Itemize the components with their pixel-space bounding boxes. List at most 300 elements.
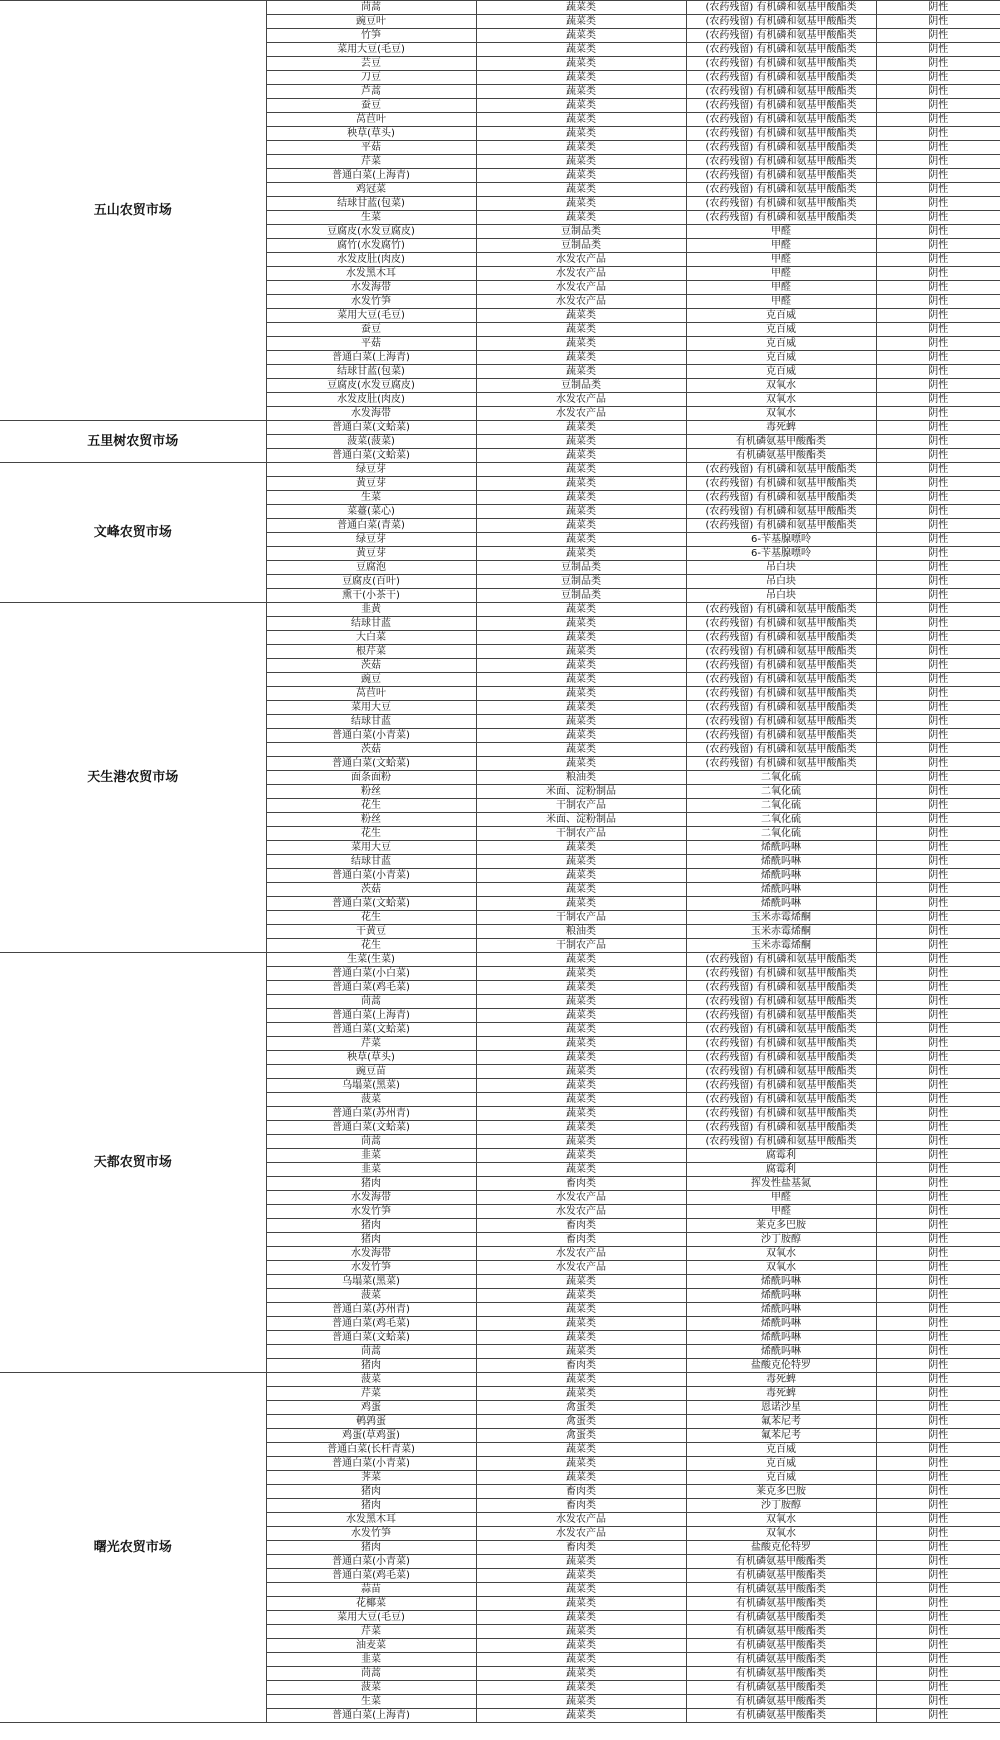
- product-name-cell: 莴苣叶: [266, 687, 476, 701]
- product-name-cell: 鹌鹑蛋: [266, 1415, 476, 1429]
- result-cell: 阴性: [876, 393, 1000, 407]
- result-cell: 阴性: [876, 743, 1000, 757]
- category-cell: 水发农产品: [476, 267, 686, 281]
- category-cell: 蔬菜类: [476, 1107, 686, 1121]
- test-item-cell: (农药残留) 有机磷和氨基甲酸酯类: [686, 1051, 876, 1065]
- product-name-cell: 蚕豆: [266, 99, 476, 113]
- result-cell: 阴性: [876, 1555, 1000, 1569]
- category-cell: 畜肉类: [476, 1485, 686, 1499]
- product-name-cell: 乌塌菜(黑菜): [266, 1079, 476, 1093]
- product-name-cell: 普通白菜(文蛤菜): [266, 421, 476, 435]
- product-name-cell: 花生: [266, 911, 476, 925]
- result-cell: 阴性: [876, 799, 1000, 813]
- category-cell: 豆制品类: [476, 561, 686, 575]
- category-cell: 蔬菜类: [476, 883, 686, 897]
- result-cell: 阴性: [876, 785, 1000, 799]
- product-name-cell: 普通白菜(上海青): [266, 1009, 476, 1023]
- test-item-cell: (农药残留) 有机磷和氨基甲酸酯类: [686, 505, 876, 519]
- test-item-cell: 烯酰吗啉: [686, 883, 876, 897]
- test-item-cell: 烯酰吗啉: [686, 855, 876, 869]
- category-cell: 蔬菜类: [476, 1681, 686, 1695]
- product-name-cell: 猪肉: [266, 1485, 476, 1499]
- category-cell: 水发农产品: [476, 1205, 686, 1219]
- test-item-cell: (农药残留) 有机磷和氨基甲酸酯类: [686, 645, 876, 659]
- product-name-cell: 水发皮肚(肉皮): [266, 253, 476, 267]
- result-cell: 阴性: [876, 673, 1000, 687]
- product-name-cell: 秧草(草头): [266, 1051, 476, 1065]
- category-cell: 水发农产品: [476, 1191, 686, 1205]
- category-cell: 蔬菜类: [476, 659, 686, 673]
- test-item-cell: (农药残留) 有机磷和氨基甲酸酯类: [686, 491, 876, 505]
- result-cell: 阴性: [876, 1625, 1000, 1639]
- result-cell: 阴性: [876, 365, 1000, 379]
- test-item-cell: 双氧水: [686, 379, 876, 393]
- product-name-cell: 乌塌菜(黑菜): [266, 1275, 476, 1289]
- result-cell: 阴性: [876, 1709, 1000, 1723]
- result-cell: 阴性: [876, 757, 1000, 771]
- test-item-cell: (农药残留) 有机磷和氨基甲酸酯类: [686, 1107, 876, 1121]
- test-item-cell: (农药残留) 有机磷和氨基甲酸酯类: [686, 113, 876, 127]
- result-cell: 阴性: [876, 1401, 1000, 1415]
- product-name-cell: 菜用大豆: [266, 841, 476, 855]
- test-item-cell: (农药残留) 有机磷和氨基甲酸酯类: [686, 631, 876, 645]
- product-name-cell: 普通白菜(上海青): [266, 169, 476, 183]
- result-cell: 阴性: [876, 1051, 1000, 1065]
- product-name-cell: 蒜苗: [266, 1583, 476, 1597]
- product-name-cell: 菠菜: [266, 1093, 476, 1107]
- test-item-cell: 有机磷氨基甲酸酯类: [686, 1639, 876, 1653]
- category-cell: 蔬菜类: [476, 1135, 686, 1149]
- product-name-cell: 菜用大豆(毛豆): [266, 309, 476, 323]
- category-cell: 蔬菜类: [476, 1653, 686, 1667]
- market-name-cell: 天都农贸市场: [0, 953, 266, 1373]
- category-cell: 蔬菜类: [476, 1569, 686, 1583]
- result-cell: 阴性: [876, 953, 1000, 967]
- test-item-cell: 烯酰吗啉: [686, 841, 876, 855]
- result-cell: 阴性: [876, 15, 1000, 29]
- result-cell: 阴性: [876, 701, 1000, 715]
- product-name-cell: 普通白菜(青菜): [266, 519, 476, 533]
- test-item-cell: 二氧化硫: [686, 771, 876, 785]
- test-item-cell: 有机磷氨基甲酸酯类: [686, 1555, 876, 1569]
- test-item-cell: (农药残留) 有机磷和氨基甲酸酯类: [686, 757, 876, 771]
- test-item-cell: 克百威: [686, 1443, 876, 1457]
- test-item-cell: 沙丁胺醇: [686, 1233, 876, 1247]
- result-cell: 阴性: [876, 1009, 1000, 1023]
- product-name-cell: 普通白菜(文蛤菜): [266, 449, 476, 463]
- result-cell: 阴性: [876, 1079, 1000, 1093]
- result-cell: 阴性: [876, 981, 1000, 995]
- result-cell: 阴性: [876, 1289, 1000, 1303]
- result-cell: 阴性: [876, 827, 1000, 841]
- result-cell: 阴性: [876, 1583, 1000, 1597]
- product-name-cell: 黄豆芽: [266, 547, 476, 561]
- product-name-cell: 水发海带: [266, 281, 476, 295]
- category-cell: 蔬菜类: [476, 1093, 686, 1107]
- test-item-cell: 烯酰吗啉: [686, 897, 876, 911]
- category-cell: 蔬菜类: [476, 197, 686, 211]
- result-cell: 阴性: [876, 309, 1000, 323]
- category-cell: 蔬菜类: [476, 1009, 686, 1023]
- product-name-cell: 平菇: [266, 337, 476, 351]
- result-cell: 阴性: [876, 1219, 1000, 1233]
- product-name-cell: 韭菜: [266, 1149, 476, 1163]
- product-name-cell: 芸豆: [266, 57, 476, 71]
- result-cell: 阴性: [876, 1373, 1000, 1387]
- test-item-cell: 甲醛: [686, 295, 876, 309]
- product-name-cell: 猪肉: [266, 1541, 476, 1555]
- test-item-cell: 沙丁胺醇: [686, 1499, 876, 1513]
- test-item-cell: 烯酰吗啉: [686, 1303, 876, 1317]
- product-name-cell: 韭黄: [266, 603, 476, 617]
- result-cell: 阴性: [876, 1513, 1000, 1527]
- category-cell: 蔬菜类: [476, 1275, 686, 1289]
- result-cell: 阴性: [876, 631, 1000, 645]
- result-cell: 阴性: [876, 1653, 1000, 1667]
- category-cell: 蔬菜类: [476, 701, 686, 715]
- category-cell: 畜肉类: [476, 1499, 686, 1513]
- category-cell: 蔬菜类: [476, 533, 686, 547]
- product-name-cell: 花生: [266, 939, 476, 953]
- result-cell: 阴性: [876, 1191, 1000, 1205]
- product-name-cell: 豆腐皮(水发豆腐皮): [266, 225, 476, 239]
- result-cell: 阴性: [876, 491, 1000, 505]
- product-name-cell: 普通白菜(苏州青): [266, 1107, 476, 1121]
- category-cell: 蔬菜类: [476, 981, 686, 995]
- result-cell: 阴性: [876, 1359, 1000, 1373]
- test-item-cell: 毒死蜱: [686, 1387, 876, 1401]
- test-item-cell: (农药残留) 有机磷和氨基甲酸酯类: [686, 127, 876, 141]
- result-cell: 阴性: [876, 1681, 1000, 1695]
- result-cell: 阴性: [876, 1247, 1000, 1261]
- product-name-cell: 普通白菜(鸡毛菜): [266, 1569, 476, 1583]
- product-name-cell: 鸡冠菜: [266, 183, 476, 197]
- result-cell: 阴性: [876, 1093, 1000, 1107]
- product-name-cell: 蚕豆: [266, 323, 476, 337]
- product-name-cell: 水发竹笋: [266, 1261, 476, 1275]
- result-cell: 阴性: [876, 1457, 1000, 1471]
- product-name-cell: 水发竹笋: [266, 1205, 476, 1219]
- product-name-cell: 芹菜: [266, 155, 476, 169]
- result-cell: 阴性: [876, 911, 1000, 925]
- category-cell: 粮油类: [476, 771, 686, 785]
- category-cell: 蔬菜类: [476, 1079, 686, 1093]
- category-cell: 畜肉类: [476, 1177, 686, 1191]
- category-cell: 蔬菜类: [476, 169, 686, 183]
- result-cell: 阴性: [876, 1667, 1000, 1681]
- table-row: [0, 1, 1000, 15]
- result-cell: 阴性: [876, 1149, 1000, 1163]
- product-name-cell: 菜用大豆: [266, 701, 476, 715]
- test-item-cell: (农药残留) 有机磷和氨基甲酸酯类: [686, 1023, 876, 1037]
- test-item-cell: 有机磷氨基甲酸酯类: [686, 1681, 876, 1695]
- result-cell: 阴性: [876, 85, 1000, 99]
- test-item-cell: 有机磷氨基甲酸酯类: [686, 1569, 876, 1583]
- test-item-cell: (农药残留) 有机磷和氨基甲酸酯类: [686, 967, 876, 981]
- product-name-cell: 平菇: [266, 141, 476, 155]
- test-item-cell: 甲醛: [686, 281, 876, 295]
- product-name-cell: 菠菜: [266, 1681, 476, 1695]
- product-name-cell: 水发竹笋: [266, 1527, 476, 1541]
- test-item-cell: (农药残留) 有机磷和氨基甲酸酯类: [686, 183, 876, 197]
- product-name-cell: 豆腐皮(水发豆腐皮): [266, 379, 476, 393]
- category-cell: 米面、淀粉制品: [476, 785, 686, 799]
- category-cell: 蔬菜类: [476, 855, 686, 869]
- test-item-cell: 6-苄基腺嘌呤: [686, 533, 876, 547]
- product-name-cell: 菠菜: [266, 1289, 476, 1303]
- product-name-cell: 茼蒿: [266, 995, 476, 1009]
- result-cell: 阴性: [876, 435, 1000, 449]
- market-name-cell: 曙光农贸市场: [0, 1373, 266, 1723]
- category-cell: 蔬菜类: [476, 211, 686, 225]
- product-name-cell: 普通白菜(上海青): [266, 351, 476, 365]
- product-name-cell: 茨菇: [266, 883, 476, 897]
- test-item-cell: (农药残留) 有机磷和氨基甲酸酯类: [686, 99, 876, 113]
- category-cell: 水发农产品: [476, 281, 686, 295]
- category-cell: 蔬菜类: [476, 729, 686, 743]
- result-cell: 阴性: [876, 589, 1000, 603]
- category-cell: 蔬菜类: [476, 57, 686, 71]
- product-name-cell: 豌豆苗: [266, 1065, 476, 1079]
- test-item-cell: 有机磷氨基甲酸酯类: [686, 1625, 876, 1639]
- product-name-cell: 水发海带: [266, 1247, 476, 1261]
- result-cell: 阴性: [876, 127, 1000, 141]
- result-cell: 阴性: [876, 855, 1000, 869]
- test-item-cell: 吊白块: [686, 561, 876, 575]
- product-name-cell: 普通白菜(文蛤菜): [266, 1023, 476, 1037]
- result-cell: 阴性: [876, 421, 1000, 435]
- result-cell: 阴性: [876, 1, 1000, 15]
- result-cell: 阴性: [876, 897, 1000, 911]
- result-cell: 阴性: [876, 869, 1000, 883]
- test-item-cell: (农药残留) 有机磷和氨基甲酸酯类: [686, 729, 876, 743]
- result-cell: 阴性: [876, 715, 1000, 729]
- result-cell: 阴性: [876, 1597, 1000, 1611]
- test-item-cell: 烯酰吗啉: [686, 1317, 876, 1331]
- result-cell: 阴性: [876, 407, 1000, 421]
- test-item-cell: (农药残留) 有机磷和氨基甲酸酯类: [686, 155, 876, 169]
- category-cell: 蔬菜类: [476, 603, 686, 617]
- category-cell: 蔬菜类: [476, 1625, 686, 1639]
- category-cell: 蔬菜类: [476, 715, 686, 729]
- product-name-cell: 豆腐泡: [266, 561, 476, 575]
- result-cell: 阴性: [876, 1471, 1000, 1485]
- result-cell: 阴性: [876, 183, 1000, 197]
- result-cell: 阴性: [876, 533, 1000, 547]
- result-cell: 阴性: [876, 1177, 1000, 1191]
- category-cell: 蔬菜类: [476, 1317, 686, 1331]
- product-name-cell: 结球甘蓝: [266, 715, 476, 729]
- test-item-cell: 克百威: [686, 351, 876, 365]
- category-cell: 蔬菜类: [476, 113, 686, 127]
- market-name-cell: 五山农贸市场: [0, 1, 266, 421]
- test-item-cell: 克百威: [686, 309, 876, 323]
- category-cell: 蔬菜类: [476, 435, 686, 449]
- product-name-cell: 韭菜: [266, 1653, 476, 1667]
- test-item-cell: 有机磷氨基甲酸酯类: [686, 435, 876, 449]
- product-name-cell: 菠菜(菠菜): [266, 435, 476, 449]
- product-name-cell: 普通白菜(小青菜): [266, 1555, 476, 1569]
- test-item-cell: (农药残留) 有机磷和氨基甲酸酯类: [686, 463, 876, 477]
- category-cell: 禽蛋类: [476, 1415, 686, 1429]
- product-name-cell: 油麦菜: [266, 1639, 476, 1653]
- test-item-cell: 克百威: [686, 1457, 876, 1471]
- product-name-cell: 猪肉: [266, 1233, 476, 1247]
- category-cell: 蔬菜类: [476, 309, 686, 323]
- table-row: [0, 953, 1000, 967]
- result-cell: 阴性: [876, 1121, 1000, 1135]
- result-cell: 阴性: [876, 1345, 1000, 1359]
- product-name-cell: 普通白菜(上海青): [266, 1709, 476, 1723]
- test-item-cell: 甲醛: [686, 253, 876, 267]
- product-name-cell: 结球甘蓝: [266, 617, 476, 631]
- product-name-cell: 水发海带: [266, 1191, 476, 1205]
- category-cell: 蔬菜类: [476, 1695, 686, 1709]
- test-item-cell: (农药残留) 有机磷和氨基甲酸酯类: [686, 57, 876, 71]
- product-name-cell: 芹菜: [266, 1387, 476, 1401]
- product-name-cell: 粉丝: [266, 813, 476, 827]
- product-name-cell: 大白菜: [266, 631, 476, 645]
- product-name-cell: 普通白菜(文蛤菜): [266, 757, 476, 771]
- table-row: [0, 603, 1000, 617]
- product-name-cell: 普通白菜(小青菜): [266, 1457, 476, 1471]
- category-cell: 蔬菜类: [476, 757, 686, 771]
- result-cell: 阴性: [876, 29, 1000, 43]
- category-cell: 蔬菜类: [476, 337, 686, 351]
- product-name-cell: 普通白菜(小青菜): [266, 729, 476, 743]
- test-item-cell: 二氧化硫: [686, 799, 876, 813]
- category-cell: 米面、淀粉制品: [476, 813, 686, 827]
- result-cell: 阴性: [876, 1037, 1000, 1051]
- category-cell: 蔬菜类: [476, 1149, 686, 1163]
- category-cell: 蔬菜类: [476, 1611, 686, 1625]
- category-cell: 蔬菜类: [476, 477, 686, 491]
- test-item-cell: (农药残留) 有机磷和氨基甲酸酯类: [686, 15, 876, 29]
- table-body: [0, 1, 1000, 1723]
- test-item-cell: 有机磷氨基甲酸酯类: [686, 1695, 876, 1709]
- category-cell: 蔬菜类: [476, 1331, 686, 1345]
- category-cell: 豆制品类: [476, 379, 686, 393]
- result-cell: 阴性: [876, 295, 1000, 309]
- test-item-cell: (农药残留) 有机磷和氨基甲酸酯类: [686, 1079, 876, 1093]
- test-item-cell: (农药残留) 有机磷和氨基甲酸酯类: [686, 1, 876, 15]
- test-item-cell: (农药残留) 有机磷和氨基甲酸酯类: [686, 519, 876, 533]
- category-cell: 蔬菜类: [476, 1303, 686, 1317]
- category-cell: 蔬菜类: [476, 449, 686, 463]
- category-cell: 豆制品类: [476, 225, 686, 239]
- test-item-cell: 双氧水: [686, 1261, 876, 1275]
- product-name-cell: 普通白菜(文蛤菜): [266, 1331, 476, 1345]
- category-cell: 蔬菜类: [476, 869, 686, 883]
- category-cell: 蔬菜类: [476, 99, 686, 113]
- product-name-cell: 水发竹笋: [266, 295, 476, 309]
- category-cell: 水发农产品: [476, 1527, 686, 1541]
- result-cell: 阴性: [876, 925, 1000, 939]
- product-name-cell: 猪肉: [266, 1219, 476, 1233]
- category-cell: 蔬菜类: [476, 1583, 686, 1597]
- product-name-cell: 茼蒿: [266, 1345, 476, 1359]
- result-cell: 阴性: [876, 1317, 1000, 1331]
- test-item-cell: 双氧水: [686, 393, 876, 407]
- category-cell: 禽蛋类: [476, 1401, 686, 1415]
- category-cell: 蔬菜类: [476, 491, 686, 505]
- product-name-cell: 水发黑木耳: [266, 1513, 476, 1527]
- product-name-cell: 鸡蛋(草鸡蛋): [266, 1429, 476, 1443]
- result-cell: 阴性: [876, 477, 1000, 491]
- product-name-cell: 菠菜: [266, 1373, 476, 1387]
- result-cell: 阴性: [876, 519, 1000, 533]
- product-name-cell: 干黄豆: [266, 925, 476, 939]
- category-cell: 水发农产品: [476, 407, 686, 421]
- category-cell: 蔬菜类: [476, 183, 686, 197]
- category-cell: 蔬菜类: [476, 1639, 686, 1653]
- category-cell: 蔬菜类: [476, 897, 686, 911]
- result-cell: 阴性: [876, 1275, 1000, 1289]
- product-name-cell: 绿豆芽: [266, 463, 476, 477]
- test-item-cell: (农药残留) 有机磷和氨基甲酸酯类: [686, 715, 876, 729]
- category-cell: 蔬菜类: [476, 687, 686, 701]
- category-cell: 水发农产品: [476, 393, 686, 407]
- product-name-cell: 普通白菜(小青菜): [266, 869, 476, 883]
- category-cell: 蔬菜类: [476, 1471, 686, 1485]
- test-item-cell: 烯酰吗啉: [686, 1289, 876, 1303]
- category-cell: 蔬菜类: [476, 631, 686, 645]
- result-cell: 阴性: [876, 771, 1000, 785]
- test-item-cell: (农药残留) 有机磷和氨基甲酸酯类: [686, 701, 876, 715]
- test-item-cell: (农药残留) 有机磷和氨基甲酸酯类: [686, 1065, 876, 1079]
- product-name-cell: 菜用大豆(毛豆): [266, 43, 476, 57]
- test-item-cell: 克百威: [686, 365, 876, 379]
- category-cell: 水发农产品: [476, 1513, 686, 1527]
- category-cell: 干制农产品: [476, 827, 686, 841]
- result-cell: 阴性: [876, 505, 1000, 519]
- test-item-cell: 烯酰吗啉: [686, 869, 876, 883]
- test-item-cell: 克百威: [686, 323, 876, 337]
- category-cell: 蔬菜类: [476, 141, 686, 155]
- test-item-cell: 腐霉利: [686, 1149, 876, 1163]
- product-name-cell: 刀豆: [266, 71, 476, 85]
- product-name-cell: 猪肉: [266, 1499, 476, 1513]
- result-cell: 阴性: [876, 1485, 1000, 1499]
- test-item-cell: (农药残留) 有机磷和氨基甲酸酯类: [686, 29, 876, 43]
- product-name-cell: 韭菜: [266, 1163, 476, 1177]
- product-name-cell: 竹笋: [266, 29, 476, 43]
- category-cell: 蔬菜类: [476, 421, 686, 435]
- result-cell: 阴性: [876, 267, 1000, 281]
- test-item-cell: (农药残留) 有机磷和氨基甲酸酯类: [686, 1037, 876, 1051]
- category-cell: 蔬菜类: [476, 519, 686, 533]
- test-item-cell: (农药残留) 有机磷和氨基甲酸酯类: [686, 673, 876, 687]
- category-cell: 蔬菜类: [476, 743, 686, 757]
- result-cell: 阴性: [876, 379, 1000, 393]
- result-cell: 阴性: [876, 1205, 1000, 1219]
- test-item-cell: 玉米赤霉烯酮: [686, 911, 876, 925]
- result-cell: 阴性: [876, 1387, 1000, 1401]
- result-cell: 阴性: [876, 1415, 1000, 1429]
- category-cell: 干制农产品: [476, 911, 686, 925]
- result-cell: 阴性: [876, 603, 1000, 617]
- product-name-cell: 普通白菜(鸡毛菜): [266, 981, 476, 995]
- test-item-cell: (农药残留) 有机磷和氨基甲酸酯类: [686, 995, 876, 1009]
- category-cell: 蔬菜类: [476, 1345, 686, 1359]
- category-cell: 蔬菜类: [476, 29, 686, 43]
- product-name-cell: 普通白菜(小白菜): [266, 967, 476, 981]
- test-item-cell: 甲醛: [686, 1205, 876, 1219]
- product-name-cell: 花椰菜: [266, 1597, 476, 1611]
- product-name-cell: 猪肉: [266, 1177, 476, 1191]
- test-item-cell: 有机磷氨基甲酸酯类: [686, 1709, 876, 1723]
- category-cell: 干制农产品: [476, 799, 686, 813]
